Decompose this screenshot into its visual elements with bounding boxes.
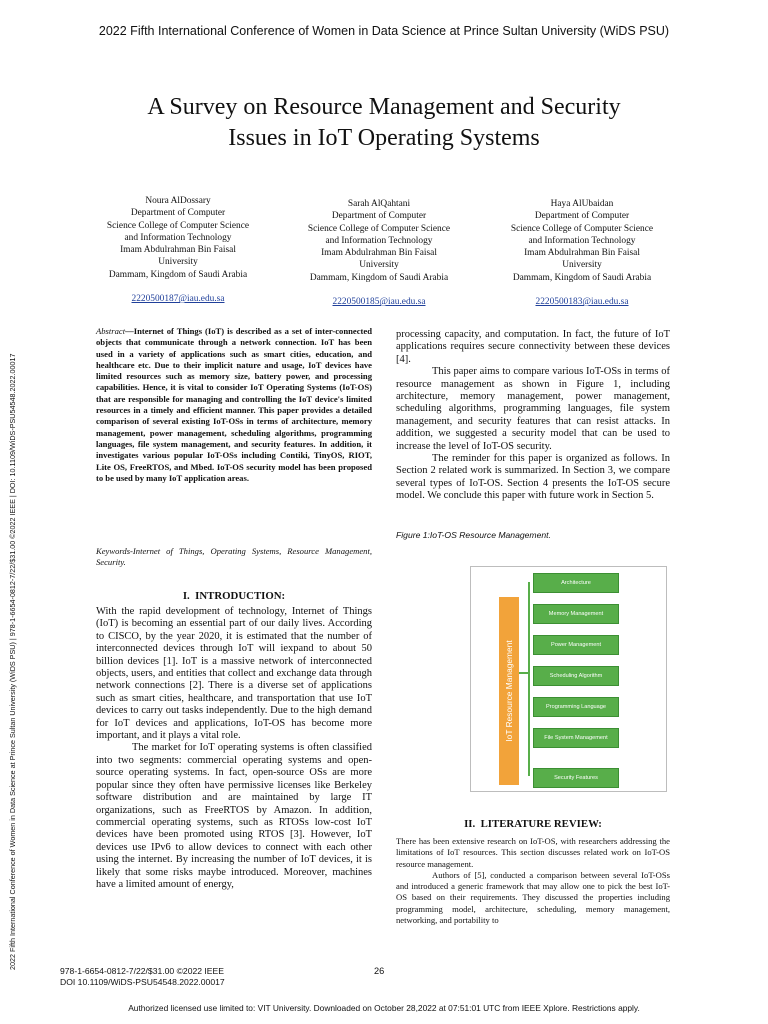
figure-caption: Figure 1:IoT-OS Resource Management.: [396, 530, 551, 540]
figure-item-scheduling-algorithm: Scheduling Algorithm: [533, 666, 619, 686]
author-name: Haya AlUbaidan: [550, 199, 614, 209]
author-affiliation: Department of Computer: [331, 211, 427, 222]
author-affiliation: and Information Technology: [528, 235, 636, 246]
keywords: Keywords-Internet of Things, Operating Systems, Resource Management, Security.: [96, 546, 372, 568]
literature-body: [396, 836, 670, 926]
author-block-3: [492, 198, 672, 308]
author-affiliation: and Information Technology: [325, 235, 433, 246]
author-email-link[interactable]: 2220500183@iau.edu.sa: [535, 297, 629, 308]
figure-item-programming-language: Programming Language: [533, 697, 619, 717]
author-email-link[interactable]: 2220500185@iau.edu.sa: [332, 297, 426, 308]
right-paragraph-2: This paper aims to compare various IoT-OSs in terms of resource management as shown in Figure 1, including architecture, memory management, power management, scheduling algorithms, programming languages, file system management, and security features that can resist attacks. In addition, we suggested a security model that can be used to increase the level of IoT-OS security.: [396, 366, 670, 452]
section-heading-literature-review: II. LITERATURE REVIEW:: [464, 818, 602, 830]
intro-paragraph-2: The market for IoT operating systems is often classified into two segments: commercial operating systems and open-source operating systems. In fact, open-source OSs are more popular since they often have permissive licenses like Berkeley software distribution and are maintained by large IT organizations, such as FreeRTOS by Amazon. In addition, commercial operating systems, such as RTOSs low-cost IoT devices have been promoted using RTOS [3]. However, IoT devices use IPv6 to allow devices to connect with each other using the internet. By increasing the number of IoT devices, it is likely that some risks maybe introduced. Moreover, machines have a limited amount of energy,: [96, 742, 372, 890]
author-affiliation: Dammam, Kingdom of Saudi Arabia: [108, 269, 248, 280]
author-block-1: [88, 195, 268, 305]
author-block-2: [289, 198, 469, 308]
title-line-1: A Survey on Resource Management and Security: [147, 94, 621, 120]
figure-item-power-management: Power Management: [533, 635, 619, 655]
intro-body: [96, 606, 372, 891]
figure-root-bar: [499, 597, 519, 785]
author-affiliation: and Information Technology: [124, 232, 232, 243]
abstract: [96, 326, 372, 484]
literature-paragraph-1: There has been extensive research on IoT-OS, with researchers addressing the limitations of IoT resources. This section discusses related work on IoT-OS resource management.: [396, 836, 670, 869]
abstract-label: Abstract: [96, 326, 126, 336]
paper-title: [80, 92, 688, 154]
section-heading-introduction: I. INTRODUCTION:: [182, 590, 286, 602]
author-affiliation: University: [158, 257, 198, 268]
author-affiliation: Science College of Computer Science: [307, 223, 451, 234]
intro-paragraph-1: With the rapid development of technology, Internet of Things (IoT) is becoming an essential part of our daily lives. According to CISCO, by the year 2020, it is estimated that the number of interconnected devices through IoT will iexpand to about 50 billion devices [1]. IoT is a massive network of interconnected objects, users, and entities that collect and exchange data through network connections [2]. There is a diverse set of applications such as smart cities, healthcare, and transportation that use IoT devices to carry out tasks independently. Due to the high demand for IoT devices and applications, IoT-OS has become more important, and it plays a vital role.: [96, 606, 372, 742]
right-paragraph-3: The reminder for this paper is organized as follows. In Section 2 related work is summarized. In Section 3, we compare several types of IoT-OS. Section 4 presents the IoT-OS secure model. We conclude this paper with future work in Section 5.: [396, 453, 670, 502]
author-affiliation: University: [359, 260, 399, 271]
footer-publication-info: [60, 966, 225, 988]
figure-root-label: IoT Resource Management: [504, 640, 514, 742]
literature-paragraph-2: Authors of [5], conducted a comparison between several IoT-OSs and introduced a generic framework that may allow one to pick the best IoT-OS based on their requirements. They discussed the properties including programming model, architecture, scheduling, memory management, networking, and portability to: [396, 869, 670, 926]
author-affiliation: Department of Computer: [130, 208, 226, 219]
figure-resource-management-diagram: [470, 566, 667, 792]
author-affiliation: Imam Abdulrahman Bin Faisal: [524, 248, 640, 259]
author-affiliation: Dammam, Kingdom of Saudi Arabia: [512, 272, 652, 283]
author-affiliation: Department of Computer: [534, 211, 630, 222]
author-affiliation: Imam Abdulrahman Bin Faisal: [321, 248, 437, 259]
author-name: Sarah AlQahtani: [347, 199, 411, 209]
figure-item-file-system-management: File System Management: [533, 728, 619, 748]
author-email-link[interactable]: 2220500187@iau.edu.sa: [131, 294, 225, 305]
author-affiliation: University: [562, 260, 602, 271]
footer-isbn: 978-1-6654-0812-7/22/$31.00 ©2022 IEEE: [60, 966, 225, 976]
figure-item-architecture: Architecture: [533, 573, 619, 593]
author-affiliation: Science College of Computer Science: [510, 223, 654, 234]
conference-header: 2022 Fifth International Conference of Women in Data Science at Prince Sultan University (WiDS PSU): [98, 24, 670, 38]
footer-doi: DOI 10.1109/WiDS-PSU54548.2022.00017: [60, 977, 225, 987]
right-column-body: [396, 329, 670, 503]
author-name: Noura AlDossary: [145, 196, 211, 206]
authorized-use-note: Authorized licensed use limited to: VIT University. Downloaded on October 28,2022 at 07:51:01 UTC from IEEE Xplore. Restrictions apply.: [128, 1003, 640, 1013]
page-number: 26: [374, 966, 385, 976]
figure-item-memory-management: Memory Management: [533, 604, 619, 624]
figure-connector: [528, 582, 530, 776]
author-affiliation: Imam Abdulrahman Bin Faisal: [120, 245, 236, 256]
abstract-text: —Internet of Things (IoT) is described as a set of inter-connected objects that communicate through a network connection. IoT has been used in a variety of applications such as smart cities, education, and healthcare etc. Due to their implicit nature and usage, IoT devices have limited resources such as memory size, battery power, and processing capabilities. Hence, it is vital to consider IoT Operating Systems (IoT-OS) that are responsible for managing and controlling the IoT device's limited resources in a timely and efficient manner. This paper provides a detailed comparison of several existing IoT-OSs in terms of architecture, memory management, power management, scheduling algorithms, programming languages, file system management, and security features. In addition, it investigates various popular IoT-OSs including Contiki, TinyOS, RIOT, Lite OS, FreeRTOS, and Mbed. IoT-OS security model has been proposed to be used by many IoT application areas.: [96, 326, 372, 483]
author-affiliation: Dammam, Kingdom of Saudi Arabia: [309, 272, 449, 283]
author-affiliation: Science College of Computer Science: [106, 220, 250, 231]
side-citation-note: 2022 Fifth International Conference of Women in Data Science at Prince Sultan University (WiDS PSU) | 978-1-6654-0812-7/22/$31.00 ©2022 IEEE | DOI: 10.1109/WiDS-PSU54548.2022.00017: [8, 353, 17, 970]
figure-item-security-features: Security Features: [533, 768, 619, 788]
title-line-2: Issues in IoT Operating Systems: [228, 125, 540, 151]
right-paragraph-1: processing capacity, and computation. In fact, the future of IoT applications requires secure connectivity between these devices [4].: [396, 329, 670, 365]
